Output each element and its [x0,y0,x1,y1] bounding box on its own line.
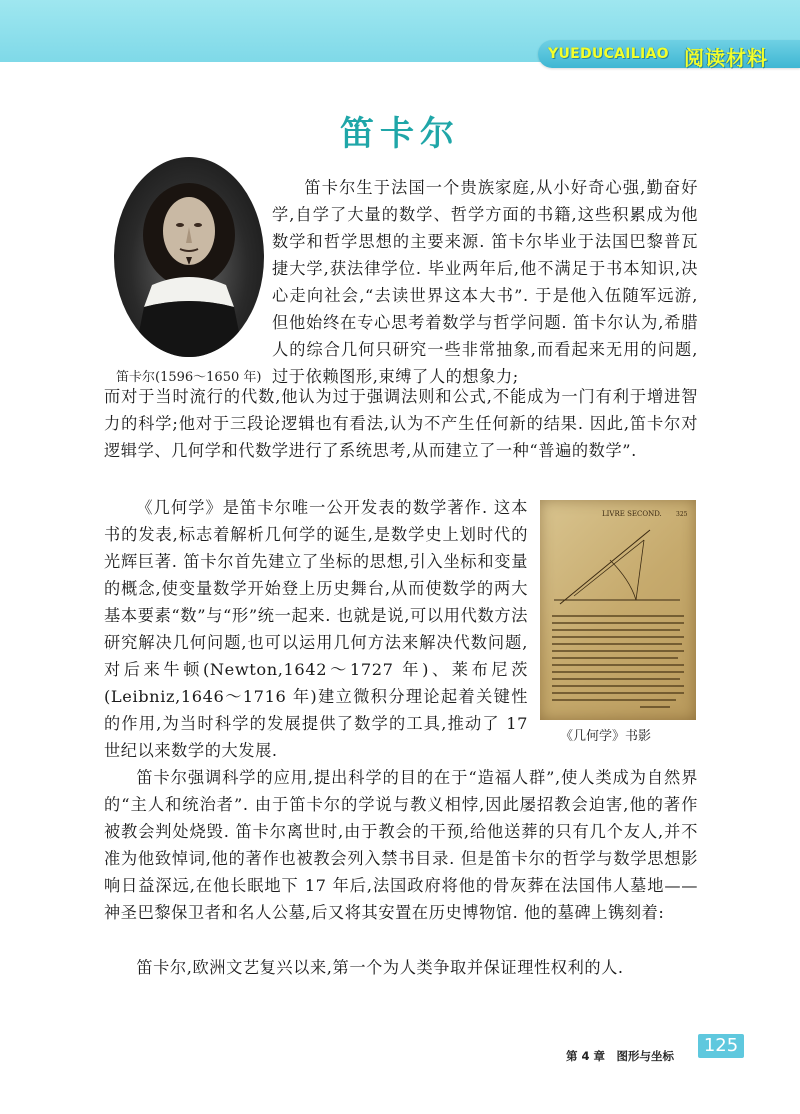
paragraph-intro: 笛卡尔生于法国一个贵族家庭,从小好奇心强,勤奋好学,自学了大量的数学、哲学方面的书籍,这些积累成为他数学和哲学思想的主要来源. 笛卡尔毕业于法国巴黎普瓦捷大学,获法律学位. 毕业两年后,他不满足于书本知识,决心走向社会,“去读世界这本大书”. 于是他入伍随军远游, 但他始终在专心思考着数学与哲学问题. 笛卡尔认为,希腊人的综合几何只研究一些非常抽象,而看起来无用的问题,过于依赖图形,束缚了人的想象力; [272,178,698,386]
footer-chapter-label: 第 4 章 图形与坐标 [566,1049,675,1063]
book-caption: 《几何学》书影 [560,729,652,744]
series-header-tab [538,40,800,68]
la-geometrie-book-image [540,500,696,720]
portrait-caption: 笛卡尔(1596～1650 年) [116,370,262,385]
paragraph-epitaph: 笛卡尔,欧洲文艺复兴以来,第一个为人类争取并保证理性权利的人. [136,958,624,977]
book-page-text: 325 [676,511,688,518]
paragraph-geometry: 《几何学》是笛卡尔唯一公开发表的数学著作. 这本书的发表,标志着解析几何学的诞生,是数学史上划时代的光辉巨著. 笛卡尔首先建立了坐标的思想,引入坐标和变量的概念,使变量数学开始登上历史舞台,从而使数学的两大基本要素“数”与“形”统一起来. 也就是说,可以用代数方法研究解决几何问题,也可以运用几何方法来解决代数问题, 对后来牛顿(Newton,1642～1727 年)、莱布尼茨(Leibniz,1646～1716 年)建立微积分理论起着关键性的作用,为当时科学的发展提供了数学的工具,推动了 17 世纪以来数学的大发展. [104,498,528,760]
book-header-text: LIVRE SECOND. [602,510,662,518]
page-number: 125 [698,1034,744,1058]
paragraph-legacy: 笛卡尔强调科学的应用,提出科学的目的在于“造福人群”,使人类成为自然界的“主人和统治者”. 由于笛卡尔的学说与教义相悖,因此屡招教会迫害,他的著作被教会判处烧毁. 笛卡尔离世时,由于教会的干预,给他送葬的只有几个友人,并不准为他致悼词,他的著作也被教会列入禁书目录. 但是笛卡尔的哲学与数学思想影响日益深远,在他长眠地下 17 年后,法国政府将他的骨灰葬在法国伟人墓地——神圣巴黎保卫者和名人公墓,后又将其安置在历史博物馆. 他的墓碑上镌刻着: [104,768,698,922]
page-title: 笛卡尔 [340,114,460,154]
series-label-english: YUEDUCAILIAO [548,46,669,62]
paragraph-intro-continued: 而对于当时流行的代数,他认为过于强调法则和公式,不能成为一门有利于增进智力的科学;他对于三段论逻辑也有看法,认为不产生任何新的结果. 因此,笛卡尔对逻辑学、几何学和代数学进行了系统思考,从而建立了一种“普遍的数学”. [104,387,698,460]
descartes-portrait [114,157,264,357]
series-label-chinese: 阅读材料 [684,46,768,70]
